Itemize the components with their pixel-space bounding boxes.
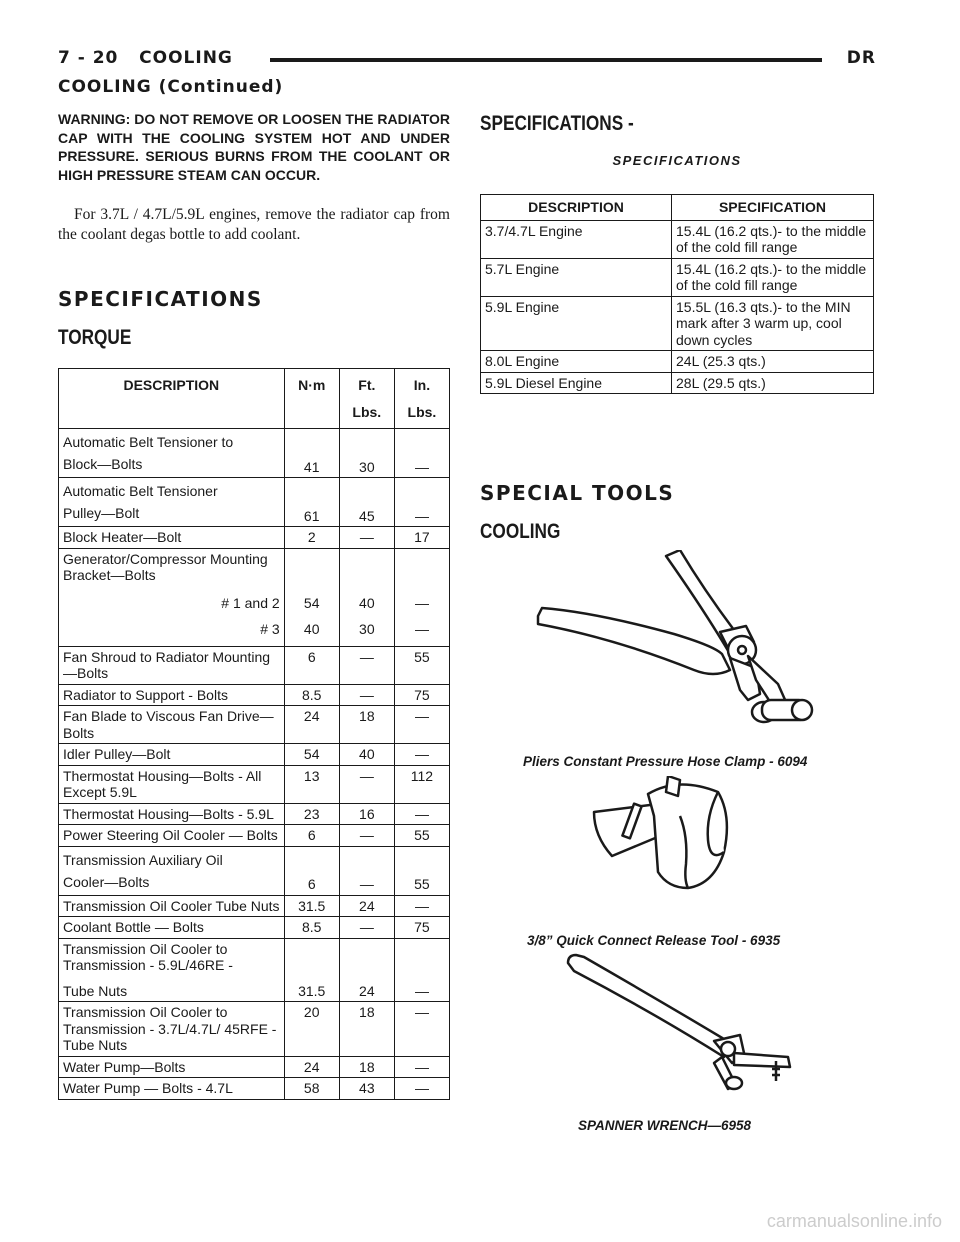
- table-row: Generator/Compressor Mounting Bracket—Bolts # 1 and 2 # 3 54 40 40 30 — —: [59, 548, 450, 646]
- cooling-subheading: COOLING: [480, 520, 561, 543]
- table-row: Fan Blade to Viscous Fan Drive—Bolts 24 18 —: [59, 706, 450, 744]
- table-row: Automatic Belt Tensioner Pulley—Bolt 61 45 —: [59, 478, 450, 527]
- specifications-heading: SPECIFICATIONS: [58, 287, 263, 311]
- col-description: DESCRIPTION: [481, 195, 672, 221]
- header-rule: [270, 58, 822, 62]
- specs-caption: SPECIFICATIONS: [612, 153, 742, 168]
- special-tools-heading: SPECIAL TOOLS: [480, 481, 675, 505]
- col-ft: Ft. Lbs.: [339, 369, 394, 429]
- col-description: DESCRIPTION: [59, 369, 285, 429]
- page-header: [58, 46, 876, 74]
- table-row: Water Pump—Bolts 24 18 —: [59, 1056, 450, 1078]
- table-row: 5.9L Diesel Engine 28L (29.5 qts.): [481, 372, 874, 394]
- table-row: Thermostat Housing—Bolts - All Except 5.9L 13 — 112: [59, 765, 450, 803]
- table-row: 3.7/4.7L Engine 15.4L (16.2 qts.)- to the middle of the cold fill range: [481, 220, 874, 258]
- table-row: Transmission Oil Cooler to Transmission - 3.7L/4.7L/ 45RFE - Tube Nuts 20 18 —: [59, 1002, 450, 1057]
- table-row: 5.9L Engine 15.5L (16.3 qts.)- to the MIN mark after 3 warm up, cool down cycles: [481, 296, 874, 351]
- tool-caption-spanner: SPANNER WRENCH—6958: [578, 1118, 752, 1133]
- table-row: Power Steering Oil Cooler — Bolts 6 — 55: [59, 825, 450, 847]
- col-nm: N·m: [284, 369, 339, 429]
- coolant-capacity-table: [480, 194, 874, 394]
- tool-caption-pliers: Pliers Constant Pressure Hose Clamp - 6094: [523, 754, 808, 769]
- page-number-section: 7 - 20 COOLING: [58, 48, 233, 68]
- torque-table: [58, 368, 450, 1100]
- table-row: Block Heater—Bolt 2 — 17: [59, 527, 450, 549]
- spec-header-row: [481, 195, 874, 221]
- table-row: Transmission Auxiliary Oil Cooler—Bolts 6 — 55: [59, 846, 450, 895]
- torque-heading: TORQUE: [58, 326, 132, 349]
- pliers-icon: [534, 550, 824, 740]
- watermark: carmanualsonline.info: [766, 1211, 942, 1231]
- col-specification: SPECIFICATION: [672, 195, 874, 221]
- continued-title: COOLING (Continued): [58, 77, 284, 97]
- release-tool-icon: [588, 776, 738, 896]
- specs-heading: SPECIFICATIONS -: [480, 112, 634, 135]
- table-row: Idler Pulley—Bolt 54 40 —: [59, 744, 450, 766]
- tool-caption-release: 3/8” Quick Connect Release Tool - 6935: [527, 933, 781, 948]
- col-in: In. Lbs.: [394, 369, 449, 429]
- warning-text: WARNING: DO NOT REMOVE OR LOOSEN THE RADIATOR CAP WITH THE COOLING SYSTEM HOT AND UNDER PRESSURE. SERIOUS BURNS FROM THE COOLANT OR HIGH PRESSURE STEAM CAN OCCUR.: [58, 111, 450, 183]
- table-row: Coolant Bottle — Bolts 8.5 — 75: [59, 917, 450, 939]
- table-row: Automatic Belt Tensioner to Block—Bolts 41 30 —: [59, 429, 450, 478]
- table-row: 5.7L Engine 15.4L (16.2 qts.)- to the middle of the cold fill range: [481, 258, 874, 296]
- spanner-wrench-icon: [564, 953, 804, 1093]
- table-row: Water Pump — Bolts - 4.7L 58 43 —: [59, 1078, 450, 1100]
- table-row: Transmission Oil Cooler Tube Nuts 31.5 24 —: [59, 895, 450, 917]
- torque-header-row: [59, 369, 450, 429]
- table-row: Thermostat Housing—Bolts - 5.9L 23 16 —: [59, 803, 450, 825]
- table-row: 8.0L Engine 24L (25.3 qts.): [481, 351, 874, 373]
- body-paragraph: For 3.7L / 4.7L/5.9L engines, remove the radiator cap from the coolant degas bottle to add coolant.: [58, 206, 450, 243]
- table-row: Radiator to Support - Bolts 8.5 — 75: [59, 684, 450, 706]
- table-row: Fan Shroud to Radiator Mounting—Bolts 6 — 55: [59, 646, 450, 684]
- model-code: DR: [846, 48, 876, 68]
- table-row: Transmission Oil Cooler to Transmission - 5.9L/46RE - Tube Nuts 31.5 24 —: [59, 938, 450, 1002]
